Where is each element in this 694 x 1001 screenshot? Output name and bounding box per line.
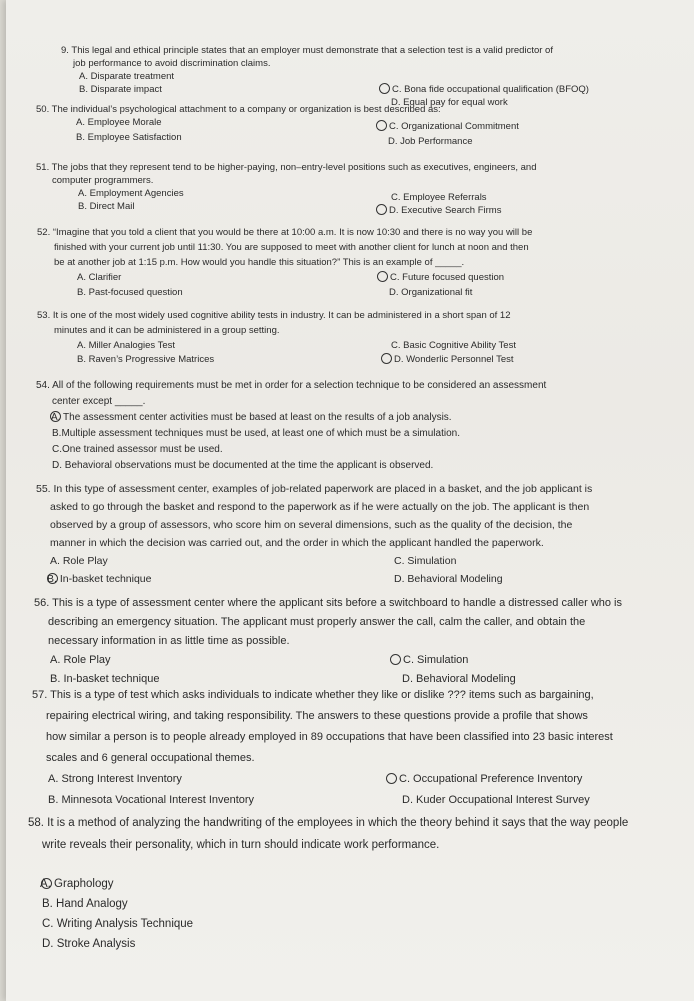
question-stem-line: observed by a group of assessors, who score him on several dimensions, such as the quality of the decision, the xyxy=(50,519,573,531)
question-52 xyxy=(37,225,694,296)
question-stem-line: manner in which the decision was carried out, and the order in which the applicant handled the paperwork. xyxy=(50,537,544,549)
question-stem-line: asked to go through the basket and respond to the paperwork as if he were actually on the job. The applicant is then xyxy=(50,501,590,513)
option-a[interactable]: A. Graphology xyxy=(40,878,114,890)
option-c[interactable]: C. Writing Analysis Technique xyxy=(42,918,194,930)
question-stem-line: finished with your current job until 11:30. You are supposed to meet with another client for lunch at noon and then xyxy=(54,242,529,253)
question-49 xyxy=(61,44,694,109)
question-55 xyxy=(36,480,694,588)
question-stem-line: 50. The individual’s psychological attachment to a company or organization is best described as: xyxy=(36,104,441,115)
question-58 xyxy=(28,812,694,954)
question-stem-line: 53. It is one of the most widely used cognitive ability tests in industry. It can be administered in a short span of 12 xyxy=(37,310,511,321)
option-b[interactable]: B.Multiple assessment techniques must be used, at least one of which must be a simulation. xyxy=(52,428,460,439)
question-54 xyxy=(36,378,694,474)
question-stem-line: be at another job at 1:15 p.m. How would you handle this situation?” This is an example of _____. xyxy=(54,257,465,268)
answer-circle-icon xyxy=(390,654,401,665)
option-d[interactable]: D. Wonderlic Personnel Test xyxy=(381,352,514,367)
question-stem-line: 51. The jobs that they represent tend to be higher-paying, non–entry-level positions such as executives, engineers, and xyxy=(36,162,537,173)
option-b[interactable]: B. In-basket technique xyxy=(47,573,152,585)
question-56 xyxy=(34,594,694,689)
question-stem-line: minutes and it can be administered in a group setting. xyxy=(54,325,280,336)
exam-sheet xyxy=(6,0,694,1001)
question-51 xyxy=(36,161,694,216)
question-50 xyxy=(36,103,694,147)
question-stem-line: repairing electrical wiring, and taking responsibility. The answers to these questions provide a profile that shows xyxy=(46,710,588,722)
option-c[interactable]: C. Future focused question xyxy=(377,270,504,285)
option-d[interactable]: D. Behavioral Modeling xyxy=(394,573,503,585)
answer-circle-icon xyxy=(386,773,397,784)
option-d[interactable]: D. Executive Search Firms xyxy=(376,204,501,217)
question-stem-line: 55. In this type of assessment center, examples of job-related paperwork are placed in a basket, and the job applicant is xyxy=(36,483,593,495)
question-stem-line: scales and 6 general occupational themes. xyxy=(46,752,255,764)
option-c[interactable]: C. Simulation xyxy=(390,651,468,670)
option-a[interactable]: A. Miller Analogies Test xyxy=(77,340,176,351)
option-d[interactable]: D. Stroke Analysis xyxy=(42,938,136,950)
option-a[interactable]: A. Disparate treatment xyxy=(79,71,175,82)
question-stem-line: center except _____. xyxy=(52,396,146,407)
option-a[interactable]: A. The assessment center activities must be based at least on the results of a job analysis. xyxy=(51,412,452,423)
option-d[interactable]: D. Equal pay for equal work xyxy=(391,97,508,108)
question-53 xyxy=(37,308,694,366)
question-stem-line: 52. “Imagine that you told a client that you would be there at 10:00 a.m. It is now 10:30 and there is no way you will be xyxy=(37,227,533,238)
option-a[interactable]: A. Role Play xyxy=(50,654,111,666)
option-a[interactable]: A. Strong Interest Inventory xyxy=(48,773,182,785)
question-stem-line: computer programmers. xyxy=(52,175,154,186)
option-a[interactable]: A. Role Play xyxy=(50,555,108,567)
option-c[interactable]: C. Organizational Commitment xyxy=(376,120,519,133)
question-stem-line: describing an emergency situation. The applicant must properly answer the call, calm the caller, and obtain the xyxy=(48,616,586,628)
question-stem-line: 56. This is a type of assessment center where the applicant sits before a switchboard to handle a distressed caller who is xyxy=(34,597,622,609)
question-stem-line: 9. This legal and ethical principle states that an employer must demonstrate that a selection test is a valid predictor of xyxy=(61,45,553,56)
answer-circle-icon xyxy=(379,83,390,94)
answer-circle-icon xyxy=(377,271,388,282)
option-c[interactable]: C. Basic Cognitive Ability Test xyxy=(391,340,516,351)
option-d[interactable]: D. Organizational fit xyxy=(389,287,473,298)
option-c[interactable]: C. Occupational Preference Inventory xyxy=(386,769,582,790)
question-stem-line: write reveals their personality, which in turn should indicate work performance. xyxy=(42,839,440,851)
option-b[interactable]: B. Hand Analogy xyxy=(42,898,128,910)
option-b[interactable]: B. Minnesota Vocational Interest Inventory xyxy=(48,794,255,806)
option-c[interactable]: C. Bona fide occupational qualification (BFOQ) xyxy=(379,83,589,96)
question-stem-line: 54. All of the following requirements must be met in order for a selection technique to be considered an assessment xyxy=(36,380,547,391)
question-stem-line: job performance to avoid discrimination claims. xyxy=(73,58,271,69)
option-c[interactable]: C. Simulation xyxy=(394,555,457,567)
question-57 xyxy=(32,685,694,811)
option-d[interactable]: D. Behavioral observations must be documented at the time the applicant is observed. xyxy=(52,460,434,471)
option-d[interactable]: D. Behavioral Modeling xyxy=(402,673,516,685)
answer-circle-icon xyxy=(376,204,387,215)
option-b[interactable]: B. Employee Satisfaction xyxy=(76,132,182,143)
option-b[interactable]: B. Disparate impact xyxy=(79,84,162,95)
option-b[interactable]: B. Past-focused question xyxy=(77,287,183,298)
question-stem-line: necessary information in as little time as possible. xyxy=(48,635,290,647)
option-a[interactable]: A. Employee Morale xyxy=(76,117,162,128)
option-a[interactable]: A. Clarifier xyxy=(77,272,122,283)
option-b[interactable]: B. Direct Mail xyxy=(78,201,135,212)
option-b[interactable]: B. In-basket technique xyxy=(50,673,160,685)
option-c[interactable]: C.One trained assessor must be used. xyxy=(52,444,223,455)
answer-circle-icon xyxy=(381,353,392,364)
question-stem-line: 57. This is a type of test which asks individuals to indicate whether they like or dislike ??? items such as bargaining, xyxy=(32,689,594,701)
option-b[interactable]: B. Raven’s Progressive Matrices xyxy=(77,354,215,365)
option-d[interactable]: D. Job Performance xyxy=(388,136,473,147)
option-c[interactable]: C. Employee Referrals xyxy=(391,192,487,203)
question-stem-line: how similar a person is to people already employed in 89 occupations that have been classified into 23 basic interest xyxy=(46,731,613,743)
option-d[interactable]: D. Kuder Occupational Interest Survey xyxy=(402,794,590,806)
question-stem-line: 58. It is a method of analyzing the handwriting of the employees in which the theory behind it says that the way people xyxy=(28,817,629,829)
option-a[interactable]: A. Employment Agencies xyxy=(78,188,184,199)
